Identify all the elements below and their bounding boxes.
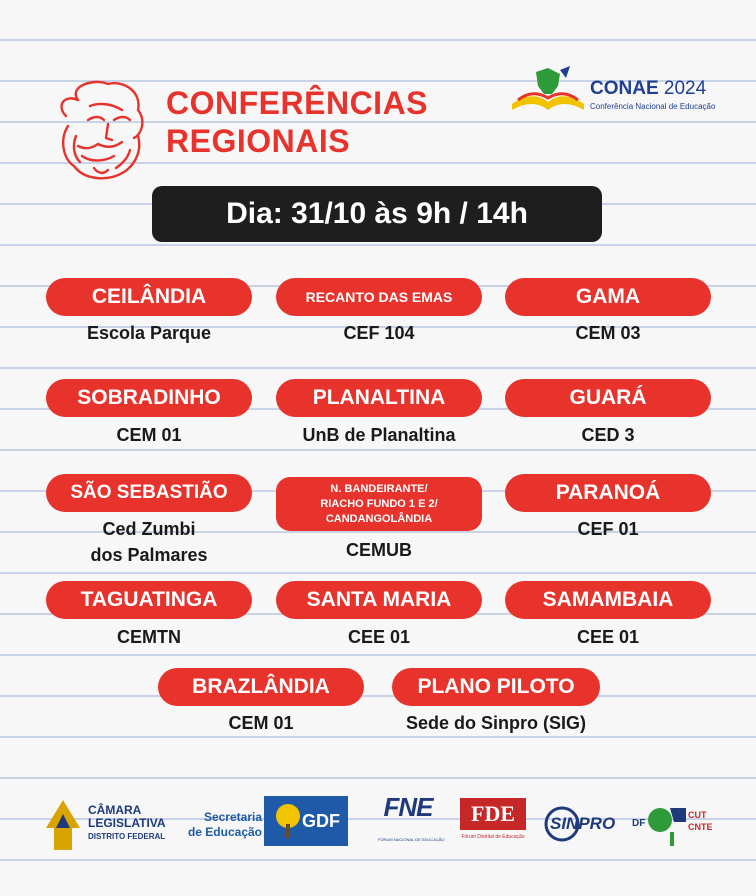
sinpro-df-text: DF [632, 818, 646, 829]
region-bandeirante-line-3: CANDANGOLÂNDIA [325, 512, 433, 525]
fne-subtitle: FÓRUM NACIONAL DE EDUCAÇÃO [378, 837, 445, 842]
date-banner: Dia: 31/10 às 9h / 14h [152, 186, 602, 242]
conae-year: 2024 [663, 78, 707, 99]
venue-planaltina: UnB de Planaltina [302, 425, 456, 445]
sinpro-text: SINPRO [550, 814, 616, 833]
venue-paranoa: CEF 01 [577, 519, 639, 539]
region-plano-piloto: PLANO PILOTO [392, 668, 600, 706]
sinpro-df-logo [544, 806, 644, 846]
region-sobradinho: SOBRADINHO [46, 379, 252, 417]
region-planaltina: PLANALTINA [276, 379, 482, 417]
venue-plano-piloto: Sede do Sinpro (SIG) [405, 713, 586, 733]
venue-taguatinga: CEMTN [117, 627, 181, 647]
camara-line-3: DISTRITO FEDERAL [88, 832, 166, 841]
region-sao-sebastiao: SÃO SEBASTIÃO [46, 474, 252, 512]
conae-logo [508, 64, 728, 120]
secretaria-line-2: de Educação [187, 825, 262, 839]
venue-samambaia: CEE 01 [576, 627, 640, 647]
cut-text: CUT [688, 810, 707, 820]
region-bandeirante-line-2: RIACHO FUNDO 1 E 2/ [320, 497, 438, 510]
fde-logo [460, 798, 526, 852]
secretaria-line-1: Secretaria [203, 810, 262, 824]
region-gama: GAMA [505, 278, 711, 316]
ipe-tree-icon [270, 802, 306, 840]
camara-line-1: CÂMARA [88, 803, 142, 817]
fde-subtitle: Fórum Distrital de Educação [461, 834, 525, 840]
venue-brazlandia: CEM 01 [228, 713, 294, 733]
cnte-text: CNTE [688, 822, 713, 832]
venue-cemub: CEMUB [346, 540, 412, 560]
venue-gama: CEM 03 [575, 323, 641, 343]
venue-sobradinho: CEM 01 [116, 425, 182, 445]
gdf-text: GDF [302, 810, 340, 831]
venue-guara: CED 3 [581, 425, 635, 445]
region-bandeirante-riacho-candangolandia [276, 477, 482, 531]
title-line-2: REGIONAIS [166, 123, 351, 159]
cut-cnte-logo [644, 802, 716, 850]
region-taguatinga: TAGUATINGA [46, 581, 252, 619]
venue-sao-sebastiao-line-1: Ced Zumbi [102, 519, 196, 539]
fne-logo [378, 792, 445, 854]
conae-name: CONAE 2024 [590, 78, 707, 99]
region-bandeirante-line-1: N. BANDEIRANTE/ [330, 482, 428, 495]
title-line-1: CONFERÊNCIAS [166, 85, 429, 121]
conae-subtitle: Conferência Nacional de Educação [590, 102, 716, 111]
venue-sao-sebastiao-line-2: dos Palmares [90, 545, 208, 565]
region-brazlandia: BRAZLÂNDIA [158, 668, 364, 706]
region-guara: GUARÁ [505, 379, 711, 417]
venue-recanto-das-emas: CEF 104 [343, 323, 415, 343]
venue-santa-maria: CEE 01 [347, 627, 411, 647]
secretaria-educacao-logo [178, 810, 262, 850]
sponsor-logos [0, 790, 756, 860]
gdf-logo [264, 796, 348, 846]
page-title [166, 84, 428, 160]
fde-text: FDE [460, 798, 526, 830]
camara-emblem-icon [44, 798, 82, 852]
cnte-emblem-icon [644, 802, 688, 848]
region-santa-maria: SANTA MARIA [276, 581, 482, 619]
conae-book-icon [508, 64, 588, 116]
region-samambaia: SAMAMBAIA [505, 581, 711, 619]
region-ceilandia: CEILÂNDIA [46, 278, 252, 316]
fne-text: FNE [383, 792, 433, 822]
region-recanto-das-emas: RECANTO DAS EMAS [276, 278, 482, 316]
camara-legislativa-logo [44, 798, 184, 852]
venue-sao-sebastiao [46, 516, 252, 568]
venue-ceilandia: Escola Parque [86, 323, 212, 343]
portrait-illustration [38, 76, 158, 184]
region-paranoa: PARANOÁ [505, 474, 711, 512]
camara-line-2: LEGISLATIVA [88, 816, 166, 830]
